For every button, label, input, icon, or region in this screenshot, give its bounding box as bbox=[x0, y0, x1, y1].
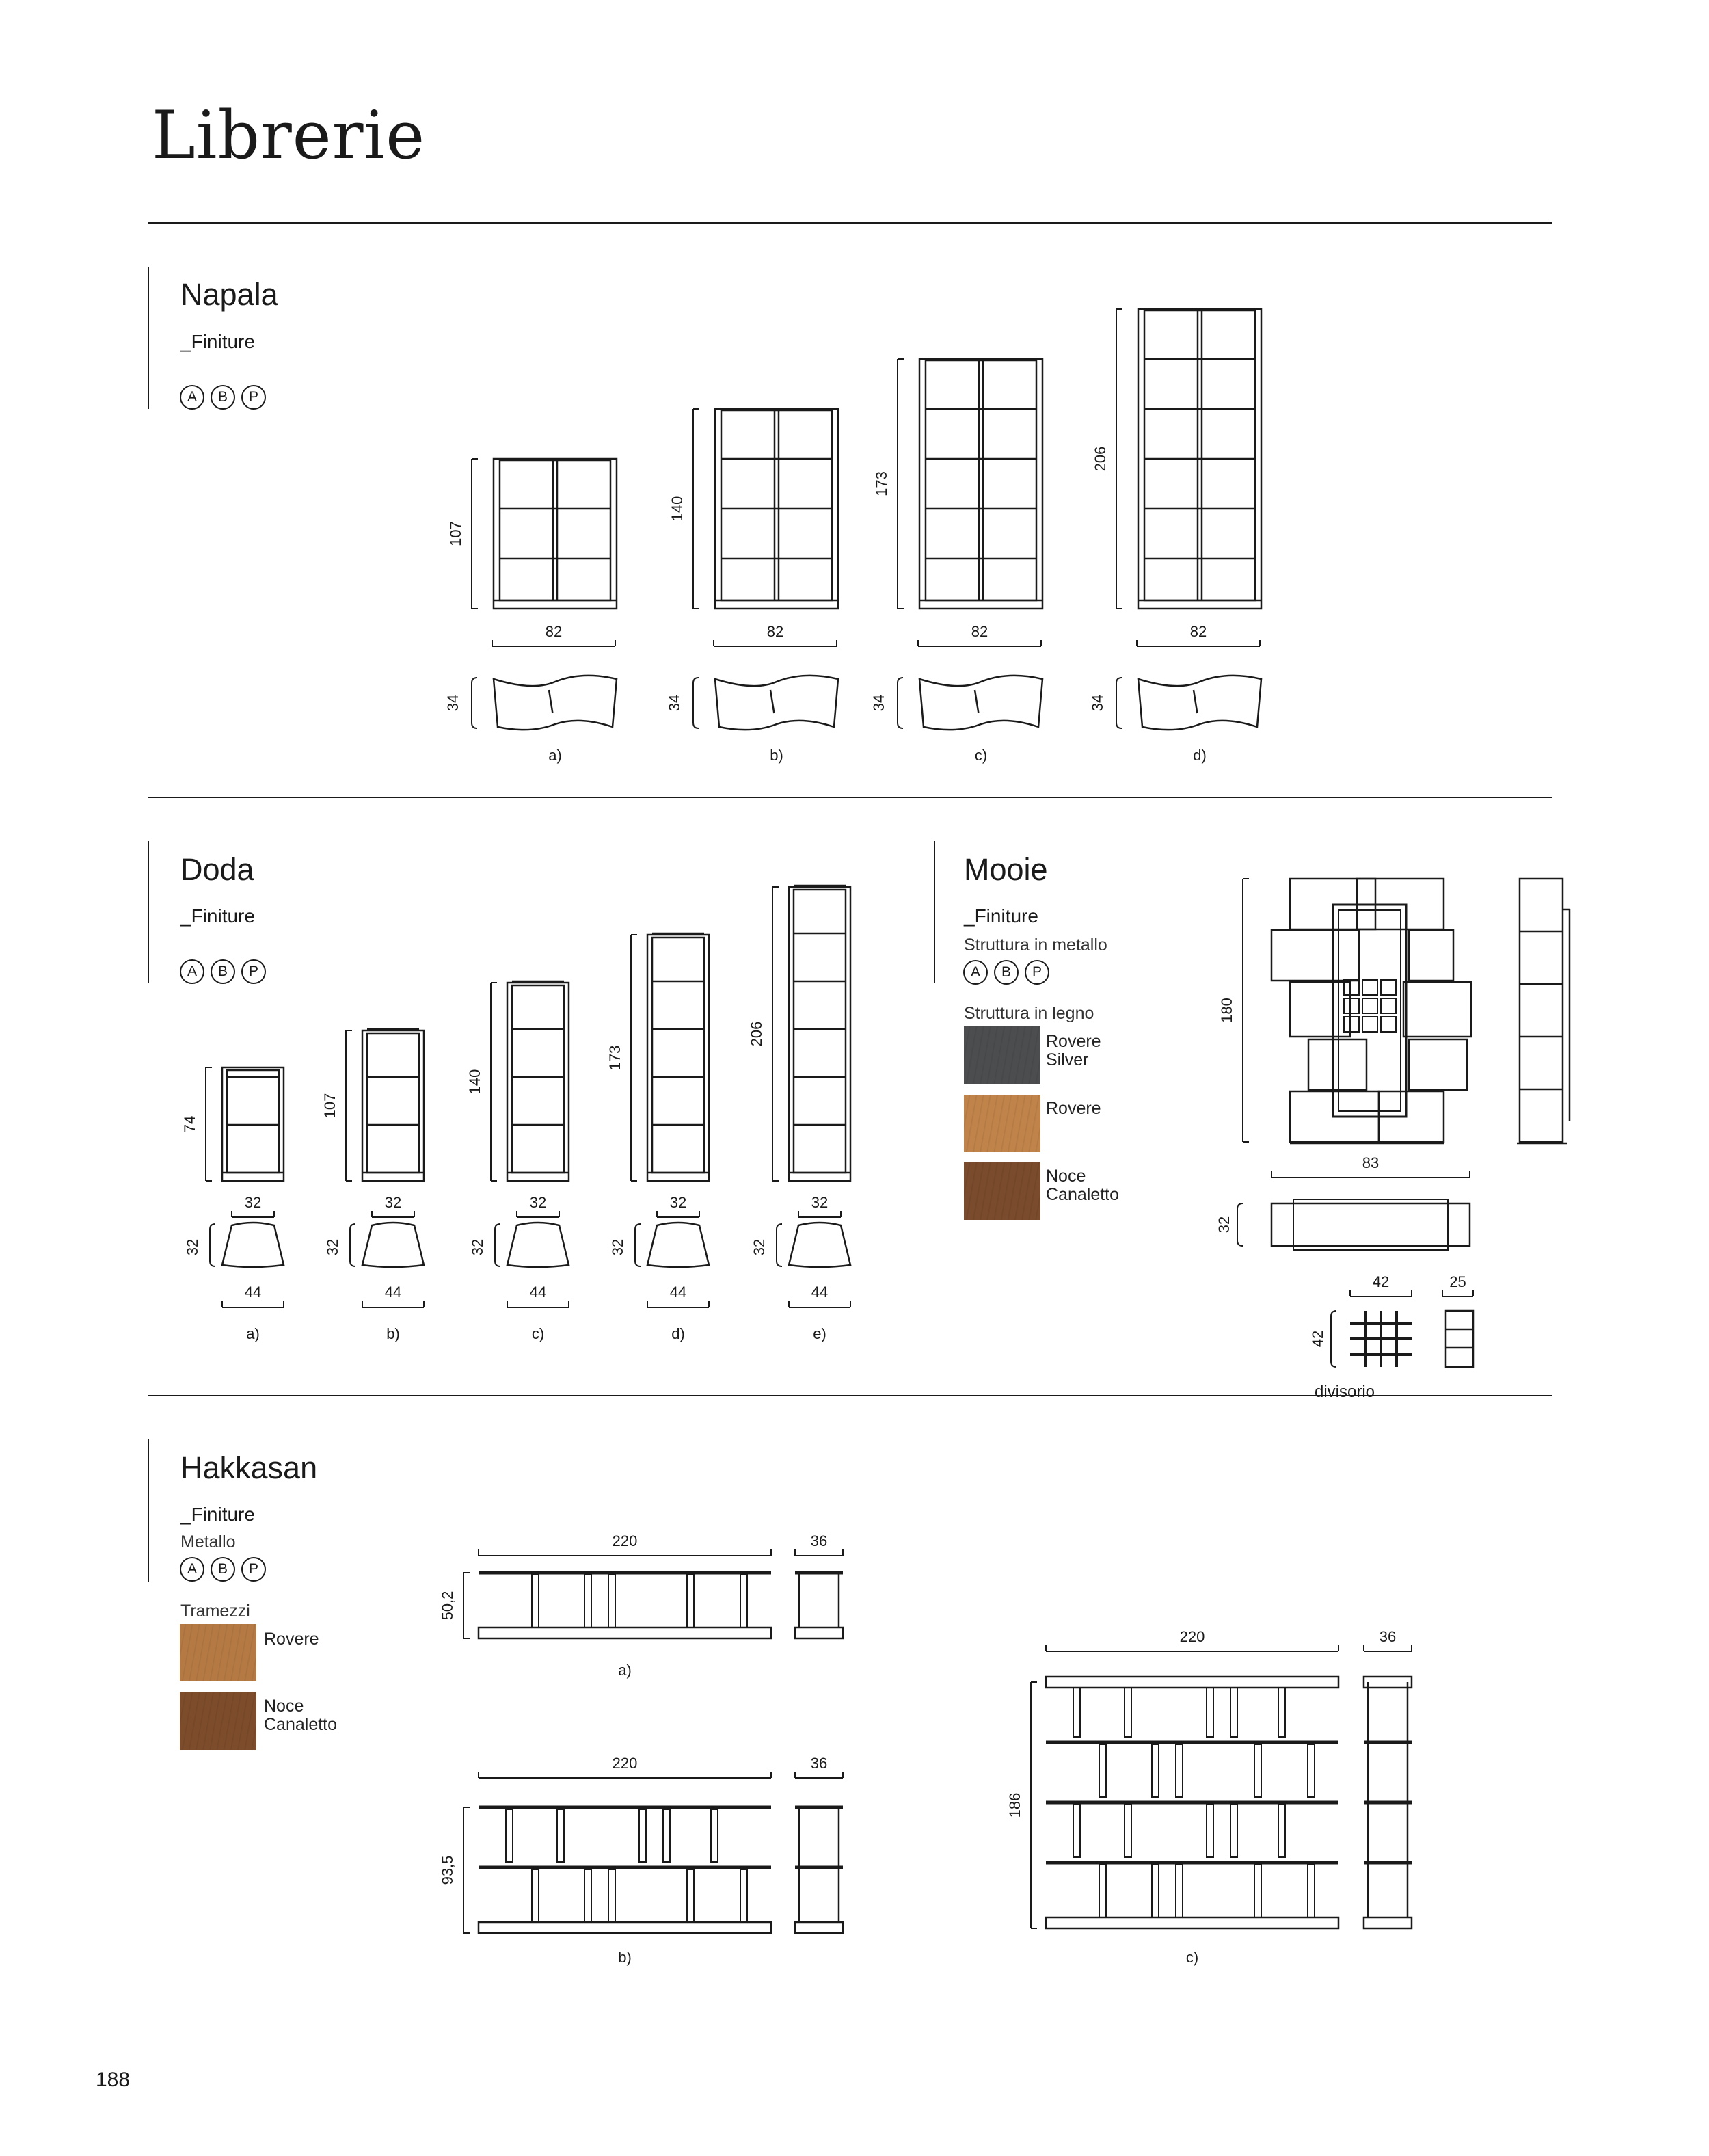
hakkasan-partition bbox=[608, 1575, 615, 1627]
napala-height-label: 140 bbox=[669, 496, 686, 522]
mooie-box bbox=[1409, 1039, 1467, 1090]
doda-width-label: 44 bbox=[384, 1283, 402, 1301]
bookcase-frame bbox=[919, 359, 1042, 609]
mooie-depth-label: 32 bbox=[1215, 1216, 1233, 1234]
hakkasan-partition bbox=[1073, 1688, 1080, 1737]
hakkasan-top bbox=[1046, 1677, 1338, 1688]
hakkasan-height-label: 186 bbox=[1006, 1792, 1023, 1818]
mooie-plan-inner bbox=[1293, 1199, 1448, 1250]
hakkasan-depth-label: 36 bbox=[810, 1755, 828, 1772]
finish-badge: B bbox=[211, 1557, 235, 1582]
hakkasan-partition bbox=[687, 1575, 694, 1627]
mooie-divider-width-label: 42 bbox=[1372, 1273, 1390, 1290]
hakkasan-side-base bbox=[795, 1627, 843, 1638]
bookcase-inner bbox=[652, 937, 704, 1173]
bookcase-plan bbox=[647, 1223, 709, 1267]
napala-width-label: 82 bbox=[766, 623, 784, 640]
page-title: Librerie bbox=[152, 97, 426, 174]
dimension-bracket bbox=[693, 678, 699, 728]
hakkasan-base bbox=[479, 1922, 771, 1933]
hakkasan-partition bbox=[1308, 1744, 1315, 1797]
dimension-bracket bbox=[350, 1224, 355, 1266]
hakkasan-partition bbox=[1254, 1744, 1261, 1797]
doda-width-label: 44 bbox=[529, 1283, 547, 1301]
hakkasan-partition bbox=[687, 1869, 694, 1922]
mooie-box bbox=[1409, 930, 1453, 981]
mooie-divider-label: divisorio bbox=[1315, 1383, 1375, 1401]
doda-width-label: 44 bbox=[811, 1283, 829, 1301]
napala-title: Napala bbox=[180, 277, 278, 312]
finish-badge: B bbox=[994, 960, 1019, 985]
hakkasan-partition bbox=[1207, 1688, 1213, 1737]
bookcase-inner bbox=[512, 985, 564, 1173]
hakkasan-partition bbox=[1278, 1688, 1285, 1737]
doda-depth-label: 32 bbox=[469, 1238, 486, 1256]
bookcase-inner bbox=[500, 460, 610, 600]
variant-label: a) bbox=[246, 1325, 260, 1342]
hakkasan-metal-label: Metallo bbox=[180, 1532, 236, 1552]
bookcase-plan bbox=[1138, 676, 1261, 730]
hakkasan-base bbox=[479, 1627, 771, 1638]
bookcase-inner bbox=[367, 1033, 419, 1173]
doda-width-label: 44 bbox=[244, 1283, 262, 1301]
finish-badge: P bbox=[1025, 960, 1049, 985]
bookcase-inner bbox=[1144, 310, 1255, 600]
bookcase-plan bbox=[494, 676, 617, 730]
hakkasan-partition bbox=[711, 1809, 718, 1862]
napala-height-label: 173 bbox=[873, 471, 890, 496]
finish-badge: A bbox=[963, 960, 988, 985]
mooie-height-label: 180 bbox=[1218, 998, 1235, 1023]
hakkasan-partition bbox=[1308, 1865, 1315, 1917]
swatch-label-line: Rovere bbox=[264, 1629, 319, 1649]
doda-depth-label: 32 bbox=[324, 1238, 341, 1256]
hakkasan-partition bbox=[1152, 1865, 1159, 1917]
mooie-plan bbox=[1271, 1203, 1470, 1246]
doda-finiture-label: _Finiture bbox=[180, 905, 255, 927]
hakkasan-height-label: 50,2 bbox=[439, 1591, 456, 1621]
variant-label: c) bbox=[531, 1325, 545, 1342]
doda-height-label: 173 bbox=[606, 1045, 623, 1071]
mooie-frame-inner bbox=[1338, 910, 1401, 1111]
napala-depth-label: 34 bbox=[1089, 694, 1106, 712]
napala-width-label: 82 bbox=[545, 623, 563, 640]
mooie-box bbox=[1271, 930, 1359, 981]
doda-top-width-label: 32 bbox=[811, 1194, 829, 1211]
hakkasan-partition bbox=[1152, 1744, 1159, 1797]
hakkasan-title: Hakkasan bbox=[180, 1450, 318, 1485]
hakkasan-side-base bbox=[795, 1922, 843, 1933]
hakkasan-partition bbox=[584, 1869, 591, 1922]
finish-badge: A bbox=[180, 385, 204, 410]
doda-top-width-label: 32 bbox=[529, 1194, 547, 1211]
variant-label: c) bbox=[974, 747, 988, 764]
dimension-bracket bbox=[210, 1224, 215, 1266]
hakkasan-partition bbox=[1099, 1865, 1106, 1917]
bookcase-plan bbox=[222, 1223, 284, 1267]
hakkasan-side-base bbox=[1364, 1917, 1412, 1928]
plan-mark bbox=[549, 690, 552, 713]
doda-depth-label: 32 bbox=[751, 1238, 768, 1256]
doda-depth-label: 32 bbox=[609, 1238, 626, 1256]
mooie-box bbox=[1308, 1039, 1367, 1090]
bookcase-frame bbox=[647, 935, 709, 1181]
mooie-box bbox=[1290, 982, 1350, 1037]
bookcase-frame bbox=[494, 459, 617, 609]
finish-badge: B bbox=[211, 385, 235, 410]
mooie-width-label: 83 bbox=[1362, 1154, 1380, 1171]
mooie-divider-cell bbox=[1362, 998, 1377, 1013]
swatch-label-line: Canaletto bbox=[1046, 1184, 1120, 1204]
mooie-finiture-label: _Finiture bbox=[964, 905, 1038, 927]
hakkasan-width-label: 220 bbox=[1179, 1628, 1205, 1645]
dimension-bracket bbox=[495, 1224, 500, 1266]
bookcase-plan bbox=[507, 1223, 569, 1267]
hakkasan-width-label: 220 bbox=[612, 1532, 638, 1549]
hakkasan-depth-label: 36 bbox=[1379, 1628, 1397, 1645]
doda-height-label: 107 bbox=[321, 1093, 338, 1119]
plan-mark bbox=[1194, 690, 1197, 713]
mooie-box bbox=[1403, 982, 1471, 1037]
mooie-title: Mooie bbox=[964, 852, 1048, 887]
napala-height-label: 107 bbox=[447, 521, 464, 546]
bookcase-inner bbox=[721, 410, 832, 600]
doda-width-label: 44 bbox=[669, 1283, 687, 1301]
hakkasan-partition bbox=[740, 1869, 747, 1922]
swatch-label-line: Rovere bbox=[1046, 1032, 1101, 1051]
bookcase-plan bbox=[789, 1223, 850, 1267]
hakkasan-partition bbox=[1254, 1865, 1261, 1917]
hakkasan-partition bbox=[639, 1809, 646, 1862]
bookcase-plan bbox=[715, 676, 838, 730]
finish-badge: P bbox=[241, 1557, 266, 1582]
hakkasan-depth-label: 36 bbox=[810, 1532, 828, 1549]
napala-width-label: 82 bbox=[1189, 623, 1207, 640]
hakkasan-partition bbox=[608, 1869, 615, 1922]
mooie-divider-cell bbox=[1381, 998, 1396, 1013]
hakkasan-partition bbox=[1125, 1688, 1131, 1737]
hakkasan-partition bbox=[1073, 1805, 1080, 1857]
mooie-divider-cell bbox=[1344, 998, 1359, 1013]
hakkasan-partition bbox=[506, 1809, 513, 1862]
mooie-divider-cell bbox=[1362, 1017, 1377, 1032]
napala-width-label: 82 bbox=[971, 623, 988, 640]
doda-height-label: 206 bbox=[748, 1021, 765, 1047]
dimension-bracket bbox=[1116, 678, 1122, 728]
mooie-divider-height-label: 42 bbox=[1309, 1330, 1326, 1348]
swatch-label-line: Noce bbox=[264, 1696, 304, 1716]
bookcase-plan bbox=[919, 676, 1042, 730]
finish-badge: A bbox=[180, 959, 204, 984]
mooie-divider-depth-label: 25 bbox=[1449, 1273, 1466, 1290]
hakkasan-partition bbox=[1176, 1865, 1183, 1917]
variant-label: d) bbox=[1193, 747, 1207, 764]
dimension-bracket bbox=[1237, 1203, 1243, 1246]
bookcase-plan bbox=[362, 1223, 424, 1267]
variant-label: e) bbox=[813, 1325, 826, 1342]
mooie-divider-cell bbox=[1381, 980, 1396, 995]
doda-top-width-label: 32 bbox=[669, 1194, 687, 1211]
mooie-divider-cell bbox=[1362, 980, 1377, 995]
variant-label: d) bbox=[671, 1325, 685, 1342]
swatch-label-line: Noce bbox=[1046, 1167, 1086, 1186]
finish-badge: P bbox=[241, 959, 266, 984]
doda-title: Doda bbox=[180, 852, 254, 887]
mooie-side bbox=[1520, 879, 1563, 1142]
doda-height-label: 140 bbox=[466, 1069, 483, 1095]
mooie-metal-label: Struttura in metallo bbox=[964, 935, 1107, 955]
swatch-label-line: Canaletto bbox=[264, 1714, 338, 1734]
swatch-label-line: Silver bbox=[1046, 1050, 1089, 1069]
swatch-label-line: Rovere bbox=[1046, 1099, 1101, 1118]
bookcase-frame bbox=[789, 887, 850, 1181]
hakkasan-finiture-label: _Finiture bbox=[180, 1504, 255, 1525]
hakkasan-partition bbox=[740, 1575, 747, 1627]
hakkasan-partition bbox=[1176, 1744, 1183, 1797]
variant-label: c) bbox=[1185, 1949, 1199, 1966]
hakkasan-partition bbox=[557, 1809, 564, 1862]
napala-height-label: 206 bbox=[1092, 446, 1109, 472]
dimension-bracket bbox=[898, 678, 903, 728]
napala-depth-label: 34 bbox=[870, 694, 887, 712]
hakkasan-side-top bbox=[1364, 1677, 1412, 1688]
napala-depth-label: 34 bbox=[444, 694, 461, 712]
dimension-bracket bbox=[777, 1224, 782, 1266]
page-number: 188 bbox=[96, 2068, 131, 2091]
hakkasan-partition bbox=[1230, 1688, 1237, 1737]
hakkasan-base bbox=[1046, 1917, 1338, 1928]
variant-label: a) bbox=[548, 747, 562, 764]
plan-mark bbox=[975, 690, 978, 713]
divider-side bbox=[1446, 1311, 1473, 1367]
variant-label: b) bbox=[618, 1949, 632, 1966]
variant-label: b) bbox=[386, 1325, 400, 1342]
bookcase-frame bbox=[507, 983, 569, 1181]
bookcase-frame bbox=[362, 1030, 424, 1181]
finish-badge: B bbox=[211, 959, 235, 984]
hakkasan-partition bbox=[1207, 1805, 1213, 1857]
bookcase-inner bbox=[926, 360, 1036, 600]
mooie-divider-cell bbox=[1344, 1017, 1359, 1032]
hakkasan-height-label: 93,5 bbox=[439, 1855, 456, 1885]
doda-depth-label: 32 bbox=[184, 1238, 201, 1256]
hakkasan-tramezzi-label: Tramezzi bbox=[180, 1601, 250, 1621]
dimension-bracket bbox=[635, 1224, 641, 1266]
finish-badge: P bbox=[241, 385, 266, 410]
mooie-divider-cell bbox=[1381, 1017, 1396, 1032]
dimension-bracket bbox=[1331, 1311, 1336, 1367]
hakkasan-partition bbox=[1099, 1744, 1106, 1797]
doda-top-width-label: 32 bbox=[244, 1194, 262, 1211]
mooie-wood-label: Struttura in legno bbox=[964, 1004, 1094, 1023]
hakkasan-partition bbox=[532, 1575, 539, 1627]
finish-badge: A bbox=[180, 1557, 204, 1582]
hakkasan-partition bbox=[532, 1869, 539, 1922]
plan-mark bbox=[770, 690, 774, 713]
doda-top-width-label: 32 bbox=[384, 1194, 402, 1211]
variant-label: b) bbox=[770, 747, 783, 764]
napala-finiture-label: _Finiture bbox=[180, 331, 255, 352]
dimension-bracket bbox=[472, 678, 477, 728]
hakkasan-partition bbox=[1230, 1805, 1237, 1857]
doda-height-label: 74 bbox=[181, 1115, 198, 1133]
variant-label: a) bbox=[618, 1662, 632, 1679]
hakkasan-partition bbox=[1278, 1805, 1285, 1857]
bookcase-inner bbox=[794, 890, 846, 1173]
hakkasan-width-label: 220 bbox=[612, 1755, 638, 1772]
bookcase-inner bbox=[227, 1070, 279, 1173]
hakkasan-partition bbox=[1125, 1805, 1131, 1857]
hakkasan-partition bbox=[584, 1575, 591, 1627]
napala-depth-label: 34 bbox=[666, 694, 683, 712]
hakkasan-partition bbox=[663, 1809, 670, 1862]
